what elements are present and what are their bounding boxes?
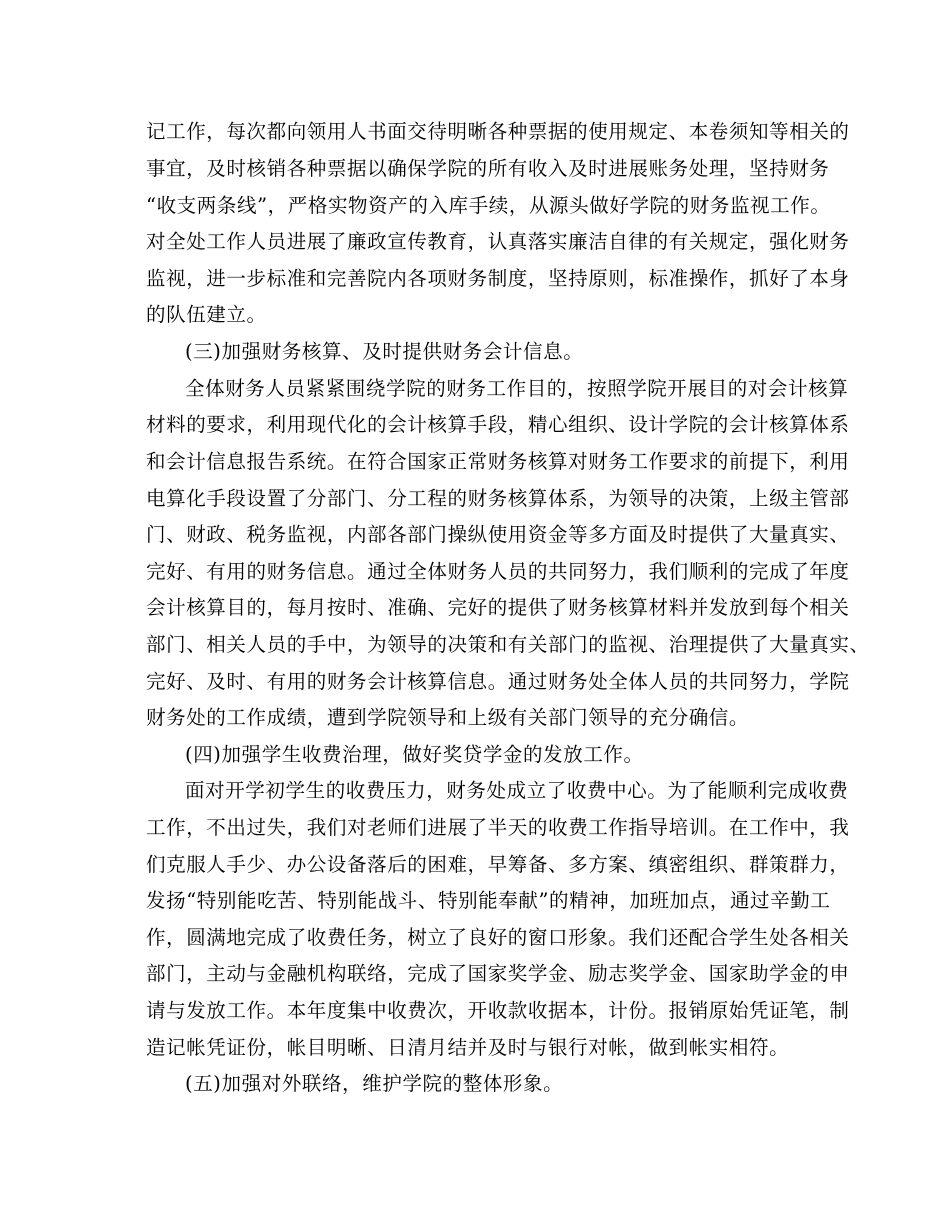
text-line: 和会计信息报告系统。在符合国家正常财务核算对财务工作要求的前提下，利用 [146, 450, 850, 473]
text-line: 请与发放工作。本年度集中收费次，开收款收据本，计份。报销原始凭证笔，制 [146, 999, 850, 1022]
text-line: 造记帐凭证份，帐目明晰、日清月结并及时与银行对帐，做到帐实相符。 [146, 1036, 790, 1059]
text-line: 会计核算目的，每月按时、准确、完好的提供了财务核算材料并发放到每个相关 [146, 596, 850, 619]
text-line: 对全处工作人员进展了廉政宣传教育，认真落实廉洁自律的有关规定，强化财务 [146, 230, 850, 253]
section-heading: (四)加强学生收费治理，做好奖贷学金的发放工作。 [185, 743, 644, 766]
text-line: 事宜，及时核销各种票据以确保学院的所有收入及时进展账务处理，坚持财务 [146, 157, 830, 180]
text-line: 工作，不出过失，我们对老师们进展了半天的收费工作指导培训。在工作中，我 [146, 816, 850, 839]
text-line: 记工作，每次都向领用人书面交待明晰各种票据的使用规定、本卷须知等相关的 [146, 120, 850, 143]
text-line: 材料的要求，利用现代化的会计核算手段，精心组织、设计学院的会计核算体系 [146, 413, 850, 436]
text-line: 部门、相关人员的手中，为领导的决策和有关部门的监视、治理提供了大量真实、 [146, 633, 870, 656]
text-line: 门、财政、税务监视，内部各部门操纵使用资金等多方面及时提供了大量真实、 [146, 523, 850, 546]
text-line: 作，圆满地完成了收费任务，树立了良好的窗口形象。我们还配合学生处各相关 [146, 926, 850, 949]
text-line: 完好、有用的财务信息。通过全体财务人员的共同努力，我们顺利的完成了年度 [146, 560, 850, 583]
text-line: 们克服人手少、办公设备落后的困难，早筹备、多方案、缜密组织、群策群力， [146, 853, 850, 876]
text-line: 完好、及时、有用的财务会计核算信息。通过财务处全体人员的共同努力，学院 [146, 670, 850, 693]
text-line: 的队伍建立。 [146, 303, 267, 326]
text-line: “收支两条线”，严格实物资产的入库手续，从源头做好学院的财务监视工作。 [146, 194, 831, 217]
text-line: 电算化手段设置了分部门、分工程的财务核算体系，为领导的决策，上级主管部 [146, 487, 850, 510]
text-line: 面对开学初学生的收费压力，财务处成立了收费中心。为了能顺利完成收费 [185, 779, 849, 802]
section-heading: (五)加强对外联络，维护学院的整体形象。 [185, 1072, 564, 1095]
text-line: 监视，进一步标准和完善院内各项财务制度，坚持原则，标准操作，抓好了本身 [146, 267, 850, 290]
text-line: 全体财务人员紧紧围绕学院的财务工作目的，按照学院开展目的对会计核算 [185, 377, 849, 400]
text-line: 部门，主动与金融机构联络，完成了国家奖学金、励志奖学金、国家助学金的申 [146, 962, 850, 985]
text-line: 发扬“特别能吃苦、特别能战斗、特别能奉献”的精神，加班加点，通过辛勤工 [146, 889, 831, 912]
section-heading: (三)加强财务核算、及时提供财务会计信息。 [185, 340, 584, 363]
text-line: 财务处的工作成绩，遭到学院领导和上级有关部门领导的充分确信。 [146, 706, 750, 729]
